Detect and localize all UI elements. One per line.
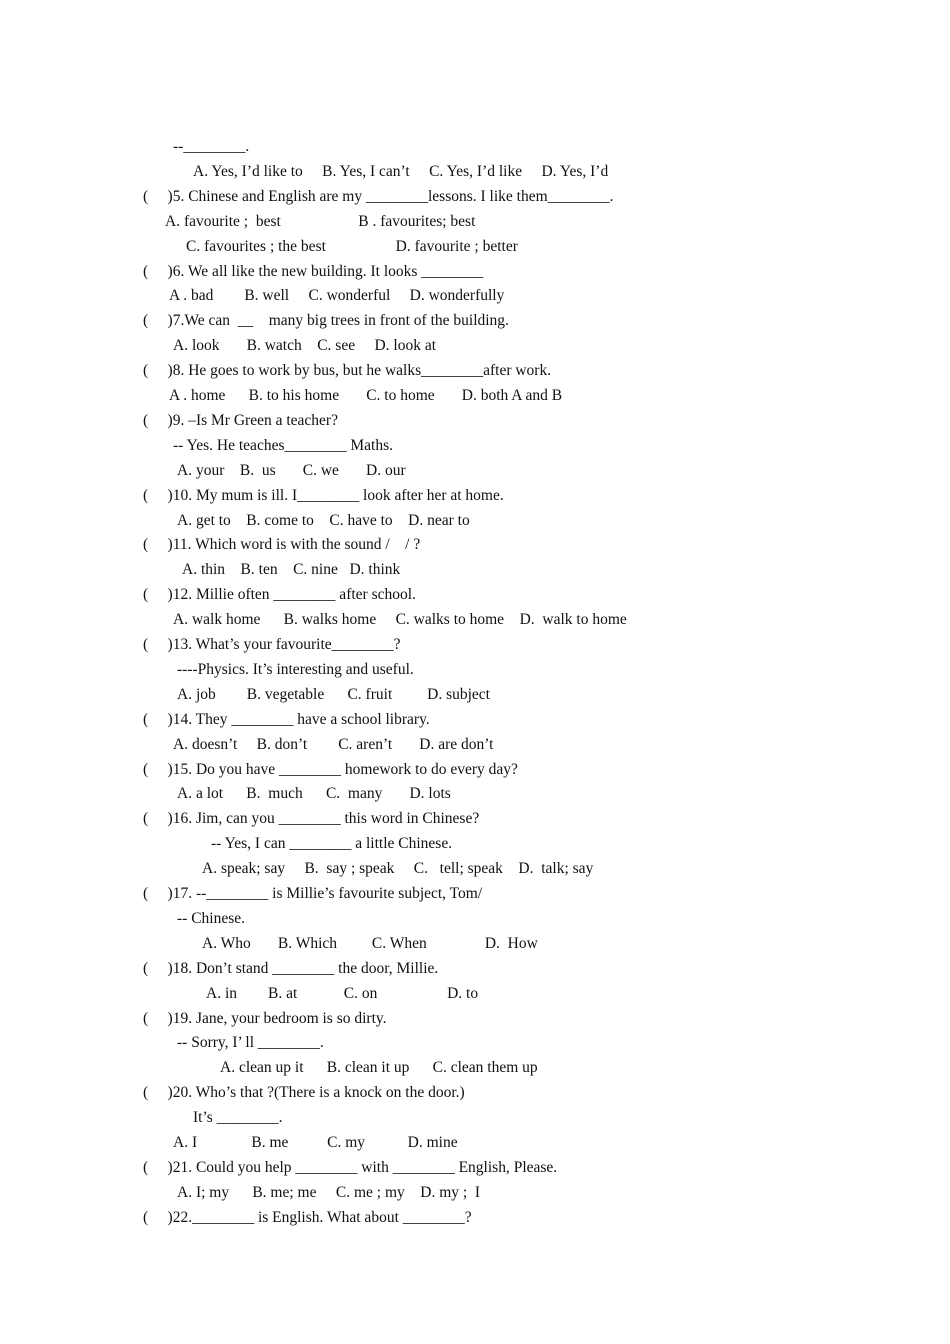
answer-line: A. speak; say B. say ; speak C. tell; speak D. talk; say (202, 860, 594, 877)
answer-line: A. Who B. Which C. When D. How (202, 935, 538, 952)
answer-line: A . home B. to his home C. to home D. both A and B (169, 387, 563, 404)
question-line: ( )16. Jim, can you ________ this word in Chinese? (143, 810, 480, 827)
question-line: ( )19. Jane, your bedroom is so dirty. (143, 1010, 387, 1027)
question-line: ( )20. Who’s that ?(There is a knock on the door.) (143, 1084, 465, 1101)
question-line: ( )9. –Is Mr Green a teacher? (143, 412, 338, 429)
answer-line: A. your B. us C. we D. our (177, 462, 406, 479)
question-line: ( )8. He goes to work by bus, but he walks________after work. (143, 362, 552, 379)
question-line: ( )21. Could you help ________ with ________ English, Please. (143, 1159, 558, 1176)
answer-line: A. in B. at C. on D. to (206, 985, 479, 1002)
question-line: ( )15. Do you have ________ homework to do every day? (143, 761, 518, 778)
answer-line: A. thin B. ten C. nine D. think (182, 561, 401, 578)
question-line: ( )22.________ is English. What about ________? (143, 1209, 472, 1226)
answer-line: A. get to B. come to C. have to D. near to (177, 512, 470, 529)
question-line: ( )14. They ________ have a school library. (143, 711, 430, 728)
question-line: ( )10. My mum is ill. I________ look after her at home. (143, 487, 504, 504)
answer-line: A. clean up it B. clean it up C. clean them up (220, 1059, 538, 1076)
answer-line: C. favourites ; the best D. favourite ; better (186, 238, 518, 255)
answer-line: A. I B. me C. my D. mine (173, 1134, 458, 1151)
answer-line: ----Physics. It’s interesting and useful. (177, 661, 414, 678)
question-line: ( )12. Millie often ________ after school. (143, 586, 416, 603)
answer-line: It’s ________. (193, 1109, 283, 1126)
answer-line: --________. (173, 138, 250, 155)
answer-line: A. look B. watch C. see D. look at (173, 337, 437, 354)
question-line: ( )17. --________ is Millie’s favourite subject, Tom/ (143, 885, 483, 902)
question-line: ( )11. Which word is with the sound / / ? (143, 536, 421, 553)
answer-line: A. walk home B. walks home C. walks to home D. walk to home (173, 611, 627, 628)
answer-line: A. I; my B. me; me C. me ; my D. my ; I (177, 1184, 481, 1201)
answer-line: A. favourite ; best B . favourites; best (165, 213, 476, 230)
answer-line: -- Chinese. (177, 910, 246, 927)
answer-line: A. job B. vegetable C. fruit D. subject (177, 686, 490, 703)
answer-line: -- Sorry, I’ ll ________. (177, 1034, 324, 1051)
question-line: ( )7.We can __ many big trees in front of the building. (143, 312, 509, 329)
question-line: ( )6. We all like the new building. It looks ________ (143, 263, 484, 280)
question-line: ( )13. What’s your favourite________? (143, 636, 401, 653)
answer-line: -- Yes, I can ________ a little Chinese. (211, 835, 453, 852)
question-line: ( )18. Don’t stand ________ the door, Millie. (143, 960, 439, 977)
answer-line: A. a lot B. much C. many D. lots (177, 785, 451, 802)
answer-line: A. Yes, I’d like to B. Yes, I can’t C. Yes, I’d like D. Yes, I’d (193, 163, 609, 180)
answer-line: A . bad B. well C. wonderful D. wonderfully (169, 287, 505, 304)
answer-line: A. doesn’t B. don’t C. aren’t D. are don’t (173, 736, 494, 753)
answer-line: -- Yes. He teaches________ Maths. (173, 437, 393, 454)
question-line: ( )5. Chinese and English are my ________lessons. I like them________. (143, 188, 614, 205)
